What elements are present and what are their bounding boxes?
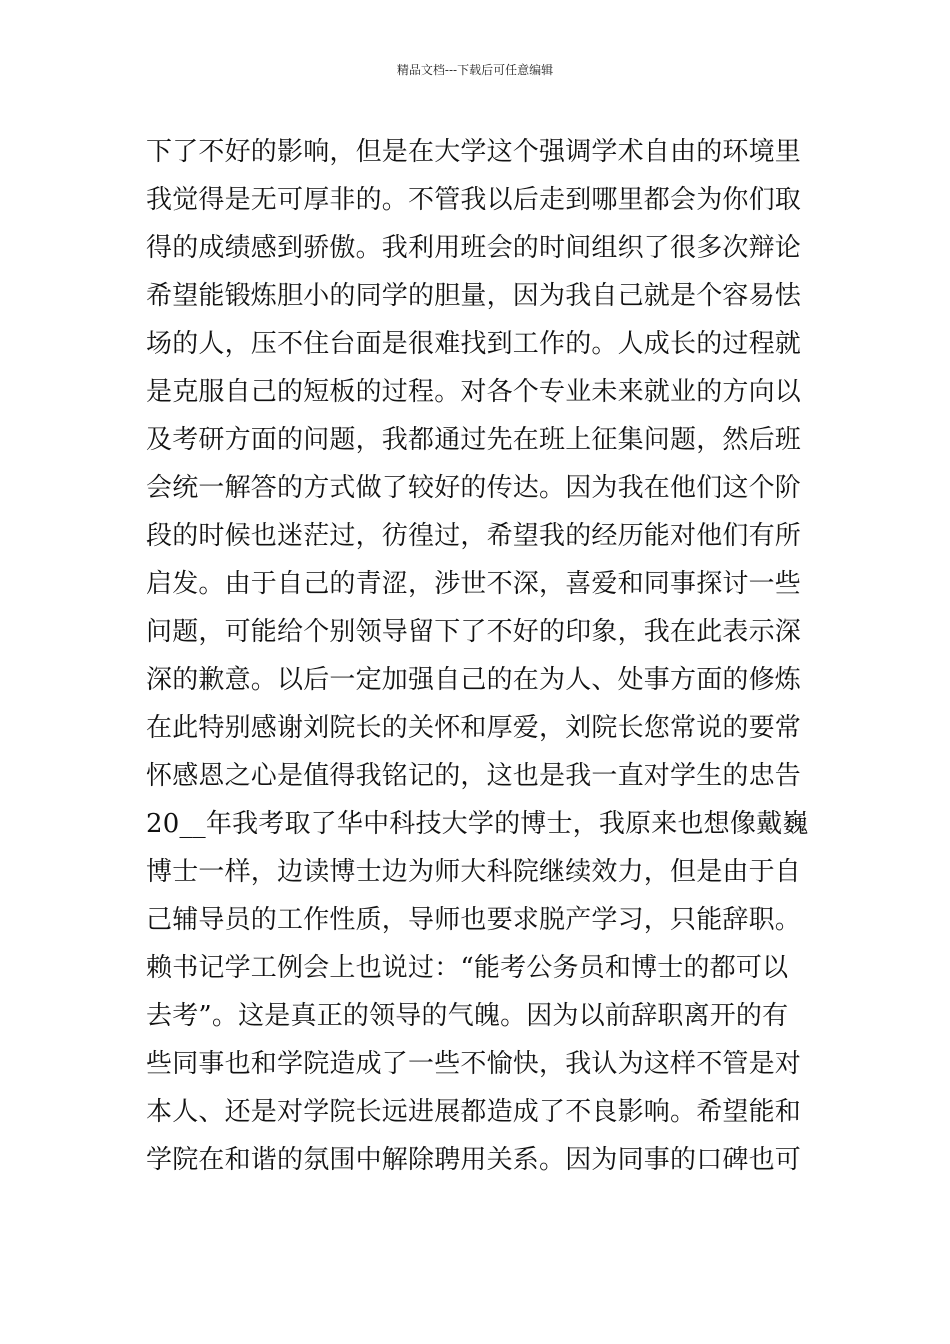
page-header: 精品文档---下载后可任意编辑: [396, 63, 554, 77]
text-line: 启发。由于自己的青涩，涉世不深，喜爱和同事探讨一些: [146, 569, 802, 599]
text-line: 些同事也和学院造成了一些不愉快，我认为这样不管是对: [146, 1049, 802, 1079]
text-line: 深的歉意。以后一定加强自己的在为人、处事方面的修炼: [146, 665, 802, 695]
text-line: 及考研方面的问题，我都通过先在班上征集问题，然后班: [146, 425, 802, 455]
text-line: 下了不好的影响，但是在大学这个强调学术自由的环境里: [146, 137, 802, 167]
text-line: 20__年我考取了华中科技大学的博士，我原来也想像戴巍: [146, 809, 809, 839]
text-line: 场的人，压不住台面是很难找到工作的。人成长的过程就: [146, 329, 802, 359]
text-line: 本人、还是对学院长远进展都造成了不良影响。希望能和: [146, 1097, 802, 1127]
text-line: 希望能锻炼胆小的同学的胆量，因为我自己就是个容易怯: [146, 281, 802, 311]
text-line: 己辅导员的工作性质，导师也要求脱产学习，只能辞职。: [146, 905, 802, 935]
text-line: 博士一样，边读博士边为师大科院继续效力，但是由于自: [146, 857, 802, 887]
text-line: 得的成绩感到骄傲。我利用班会的时间组织了很多次辩论: [146, 233, 802, 263]
text-line: 会统一解答的方式做了较好的传达。因为我在他们这个阶: [146, 473, 802, 503]
text-line: 段的时候也迷茫过，彷徨过，希望我的经历能对他们有所: [146, 521, 802, 551]
text-line: 学院在和谐的氛围中解除聘用关系。因为同事的口碑也可: [146, 1145, 802, 1175]
document-body: [146, 128, 826, 1184]
text-line: 去考”。这是真正的领导的气魄。因为以前辞职离开的有: [146, 1001, 789, 1031]
text-line: 问题，可能给个别领导留下了不好的印象，我在此表示深: [146, 617, 802, 647]
text-line: 在此特别感谢刘院长的关怀和厚爱，刘院长您常说的要常: [146, 713, 802, 743]
text-line: 赖书记学工例会上也说过：“能考公务员和博士的都可以: [146, 953, 789, 983]
text-line: 怀感恩之心是值得我铭记的，这也是我一直对学生的忠告: [146, 761, 802, 791]
text-line: 我觉得是无可厚非的。不管我以后走到哪里都会为你们取: [146, 185, 802, 215]
text-line: 是克服自己的短板的过程。对各个专业未来就业的方向以: [146, 377, 802, 407]
